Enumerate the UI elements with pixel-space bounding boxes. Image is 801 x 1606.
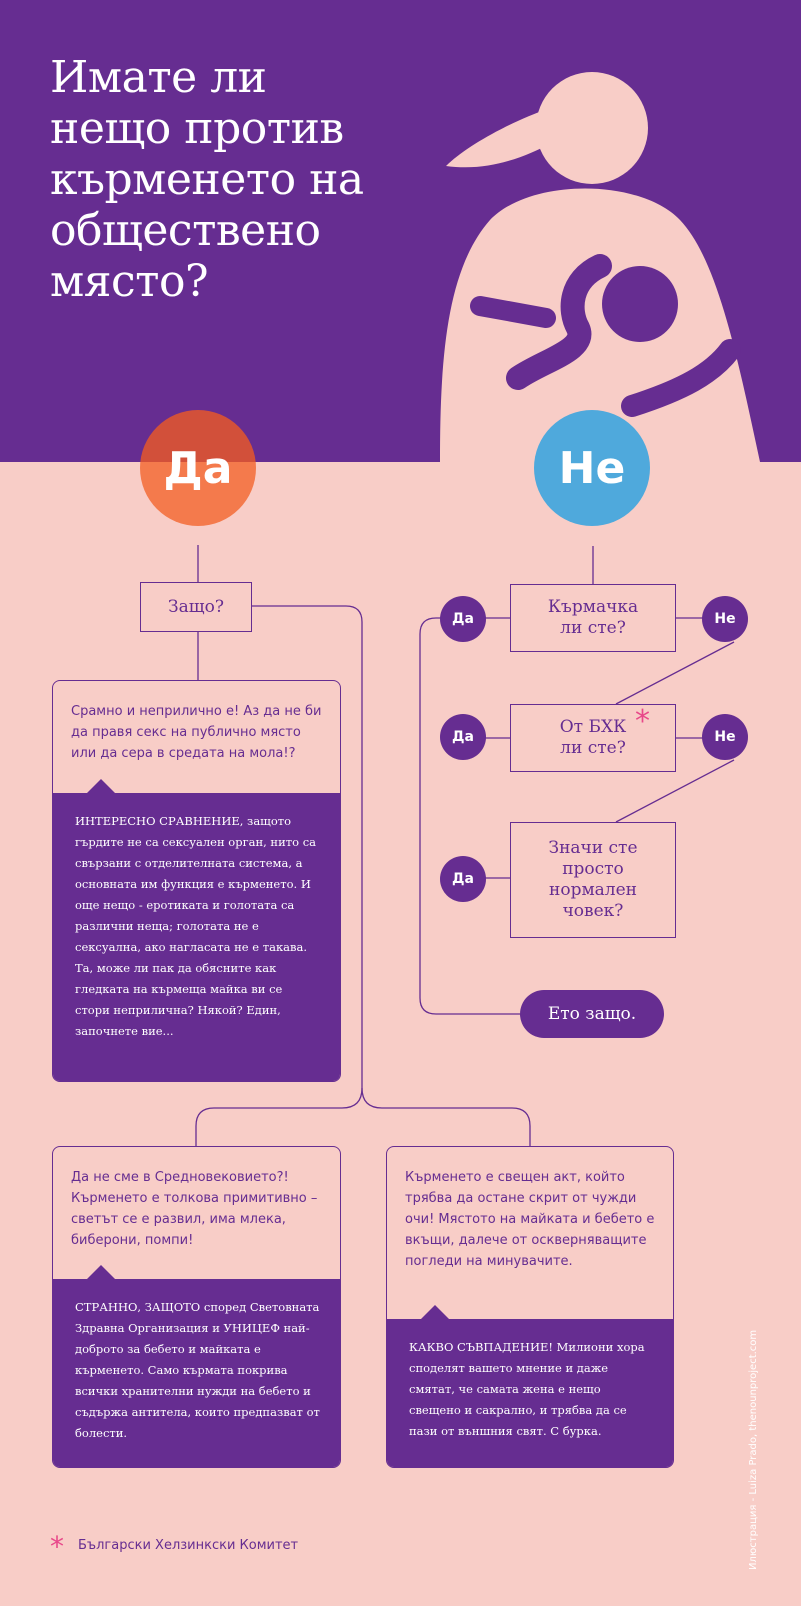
yes-badge-2: Да: [440, 714, 486, 760]
response-text: СТРАННО, ЗАЩОТО според Световната Здравна Организация и УНИЦЕФ най-доброто за бебето и майката е кърменето. Само кърмата покрива всички хранителни нужди на бебето и съдържа антитела, които предпазват от болести.: [53, 1279, 340, 1467]
yes-badge-3: Да: [440, 856, 486, 902]
illustration-credit: Илюстрация - Luiza Prado, thenounproject.com: [748, 1329, 759, 1570]
objection-card-1: [52, 680, 341, 1082]
page-title: Имате ли нещо против кърменето на обществено място?: [50, 52, 364, 307]
no-circle: Не: [534, 410, 650, 526]
why-box: Защо?: [140, 582, 252, 632]
objection-text: Да не сме в Средновековието?! Кърменето е толкова примитивно – светът се е развил, има млека, биберони, помпи!: [71, 1170, 318, 1248]
footer-asterisk: *: [50, 1530, 64, 1563]
response-text: ИНТЕРЕСНО СРАВНЕНИЕ, защото гърдите не са сексуален орган, нито са свързани с отделителната система, а основната им функция е кърменето. И още нещо - еротиката и голотата са различни неща; голотата не е сексуална, ако нагласата не е такава. Та, може ли пак да обясните как гледката на кърмеща майка ви се стори неприлична? Някой? Един, започнете вие...: [53, 793, 340, 1081]
objection-text: Срамно и неприлично е! Аз да не би да правя секс на публично място или да сера в средата на мола!?: [71, 704, 322, 761]
bhk-asterisk: *: [635, 704, 650, 739]
objection-card-3: [386, 1146, 674, 1468]
yes-circle: Да: [140, 410, 256, 526]
question-normal-person: Значи сте просто нормален човек?: [510, 822, 676, 938]
question-breastfeeding: Кърмачка ли сте?: [510, 584, 676, 652]
question-bhk-text: От БХК ли сте?: [559, 717, 627, 758]
no-badge-2: Не: [702, 714, 748, 760]
objection-text: Кърменето е свещен акт, който трябва да остане скрит от чужди очи! Мястото на майката и бебето е вкъщи, далече от оскверняващите погледи на минувачите.: [405, 1170, 655, 1269]
result-pill: Ето защо.: [520, 990, 664, 1038]
no-badge-1: Не: [702, 596, 748, 642]
yes-badge-1: Да: [440, 596, 486, 642]
response-text: КАКВО СЪВПАДЕНИЕ! Милиони хора споделят вашето мнение и даже смятат, че самата жена е нещо свещено и сакрално, и трябва да се пази от външния свят. С бурка.: [387, 1319, 673, 1467]
footer-organization: Български Хелзинкски Комитет: [78, 1538, 299, 1553]
question-bhk: [510, 704, 676, 772]
objection-card-2: [52, 1146, 341, 1468]
